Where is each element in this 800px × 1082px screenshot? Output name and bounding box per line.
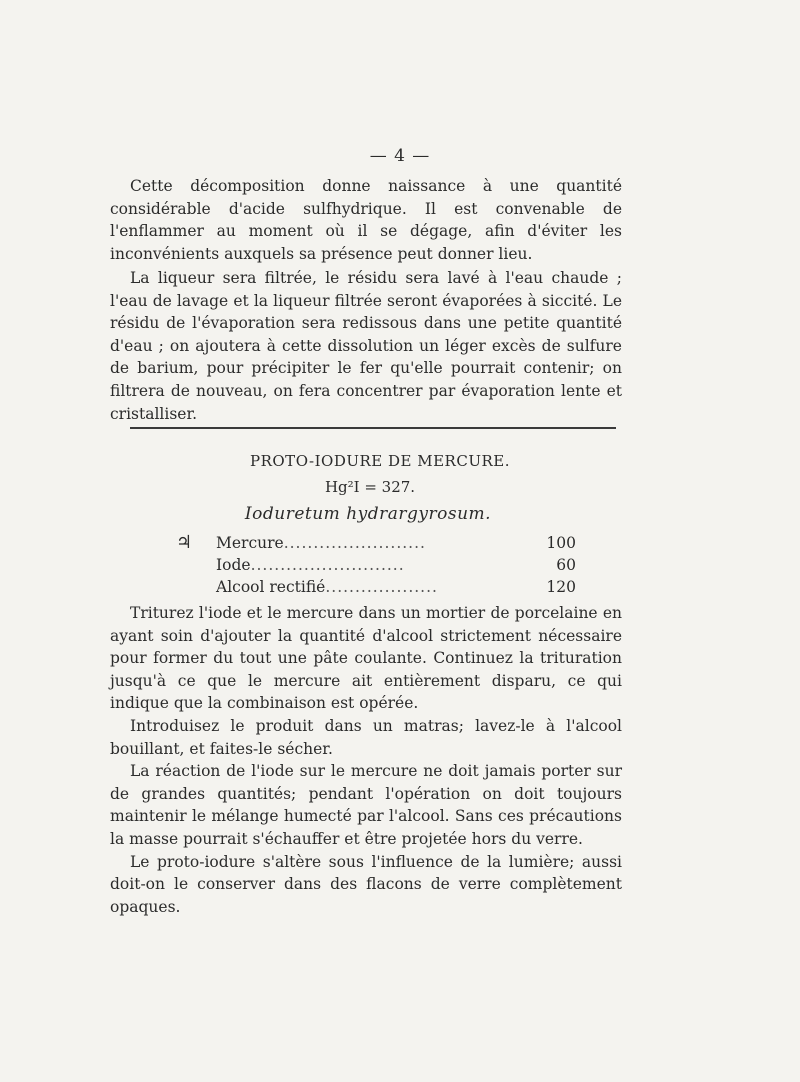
paragraph: Introduisez le produit dans un matras; lavez-le à l'alcool bouillant, et faites-le sécher. (110, 716, 622, 758)
ingredient-name: Alcool rectifié (216, 578, 326, 596)
recipe-symbol-icon: ♃ (176, 532, 193, 553)
section-text (110, 602, 622, 918)
intro-text-2 (110, 267, 622, 425)
leader-dots: ................... (325, 578, 438, 596)
ingredient-quantity: 60 (556, 556, 576, 574)
paragraph: La réaction de l'iode sur le mercure ne doit jamais porter sur de grandes quantités; pendant l'opération on doit toujours maintenir le mélange humecté par l'alcool. Sans ces précautions la masse pourrait s'échauffer et être projetée hors du verre. (110, 762, 622, 848)
latin-name: Ioduretum hydrargyrosum. (244, 504, 492, 524)
ingredient-quantity: 120 (546, 578, 576, 596)
section-divider (130, 427, 616, 429)
recipe-list (176, 532, 606, 598)
ingredient-name: Mercure (216, 534, 284, 552)
page-number: — 4 — (369, 146, 431, 166)
paragraph: La liqueur sera filtrée, le résidu sera lavé à l'eau chaude ; l'eau de lavage et la liqueur filtrée seront évaporées à siccité. Le résidu de l'évaporation sera redissous dans une petite quantité d'eau ; on ajoutera à cette dissolution un léger excès de sulfure de barium, pour précipiter le fer qu'elle pourrait contenir; on filtrera de nouveau, on fera concentrer par évaporation lente et cristalliser. (110, 269, 622, 423)
paragraph: Triturez l'iode et le mercure dans un mortier de porcelaine en ayant soin d'ajouter la quantité d'alcool strictement nécessaire pour former du tout une pâte coulante. Continuez la trituration jusqu'à ce que le mercure ait entièrement disparu, ce qui indique que la combinaison est opérée. (110, 604, 622, 713)
ingredient-quantity: 100 (546, 534, 576, 552)
leader-dots: ........................ (283, 534, 426, 552)
chemical-formula: Hg²I = 327. (324, 478, 416, 496)
paragraph: Cette décomposition donne naissance à une quantité considérable d'acide sulfhydrique. Il est convenable de l'enflammer au moment où il se dégage, afin d'éviter les inconvénients auxquels sa présence peut donner lieu. (110, 177, 622, 263)
ingredient-row (176, 554, 606, 576)
intro-text (110, 175, 622, 265)
ingredient-row (176, 576, 606, 598)
ingredient-name: Iode (216, 556, 251, 574)
section-title: PROTO-IODURE DE MERCURE. (250, 452, 510, 470)
ingredient-row (176, 532, 606, 554)
paragraph: Le proto-iodure s'altère sous l'influence de la lumière; aussi doit-on le conserver dans des flacons de verre complètement opaques. (110, 852, 622, 916)
leader-dots: .......................... (250, 556, 405, 574)
